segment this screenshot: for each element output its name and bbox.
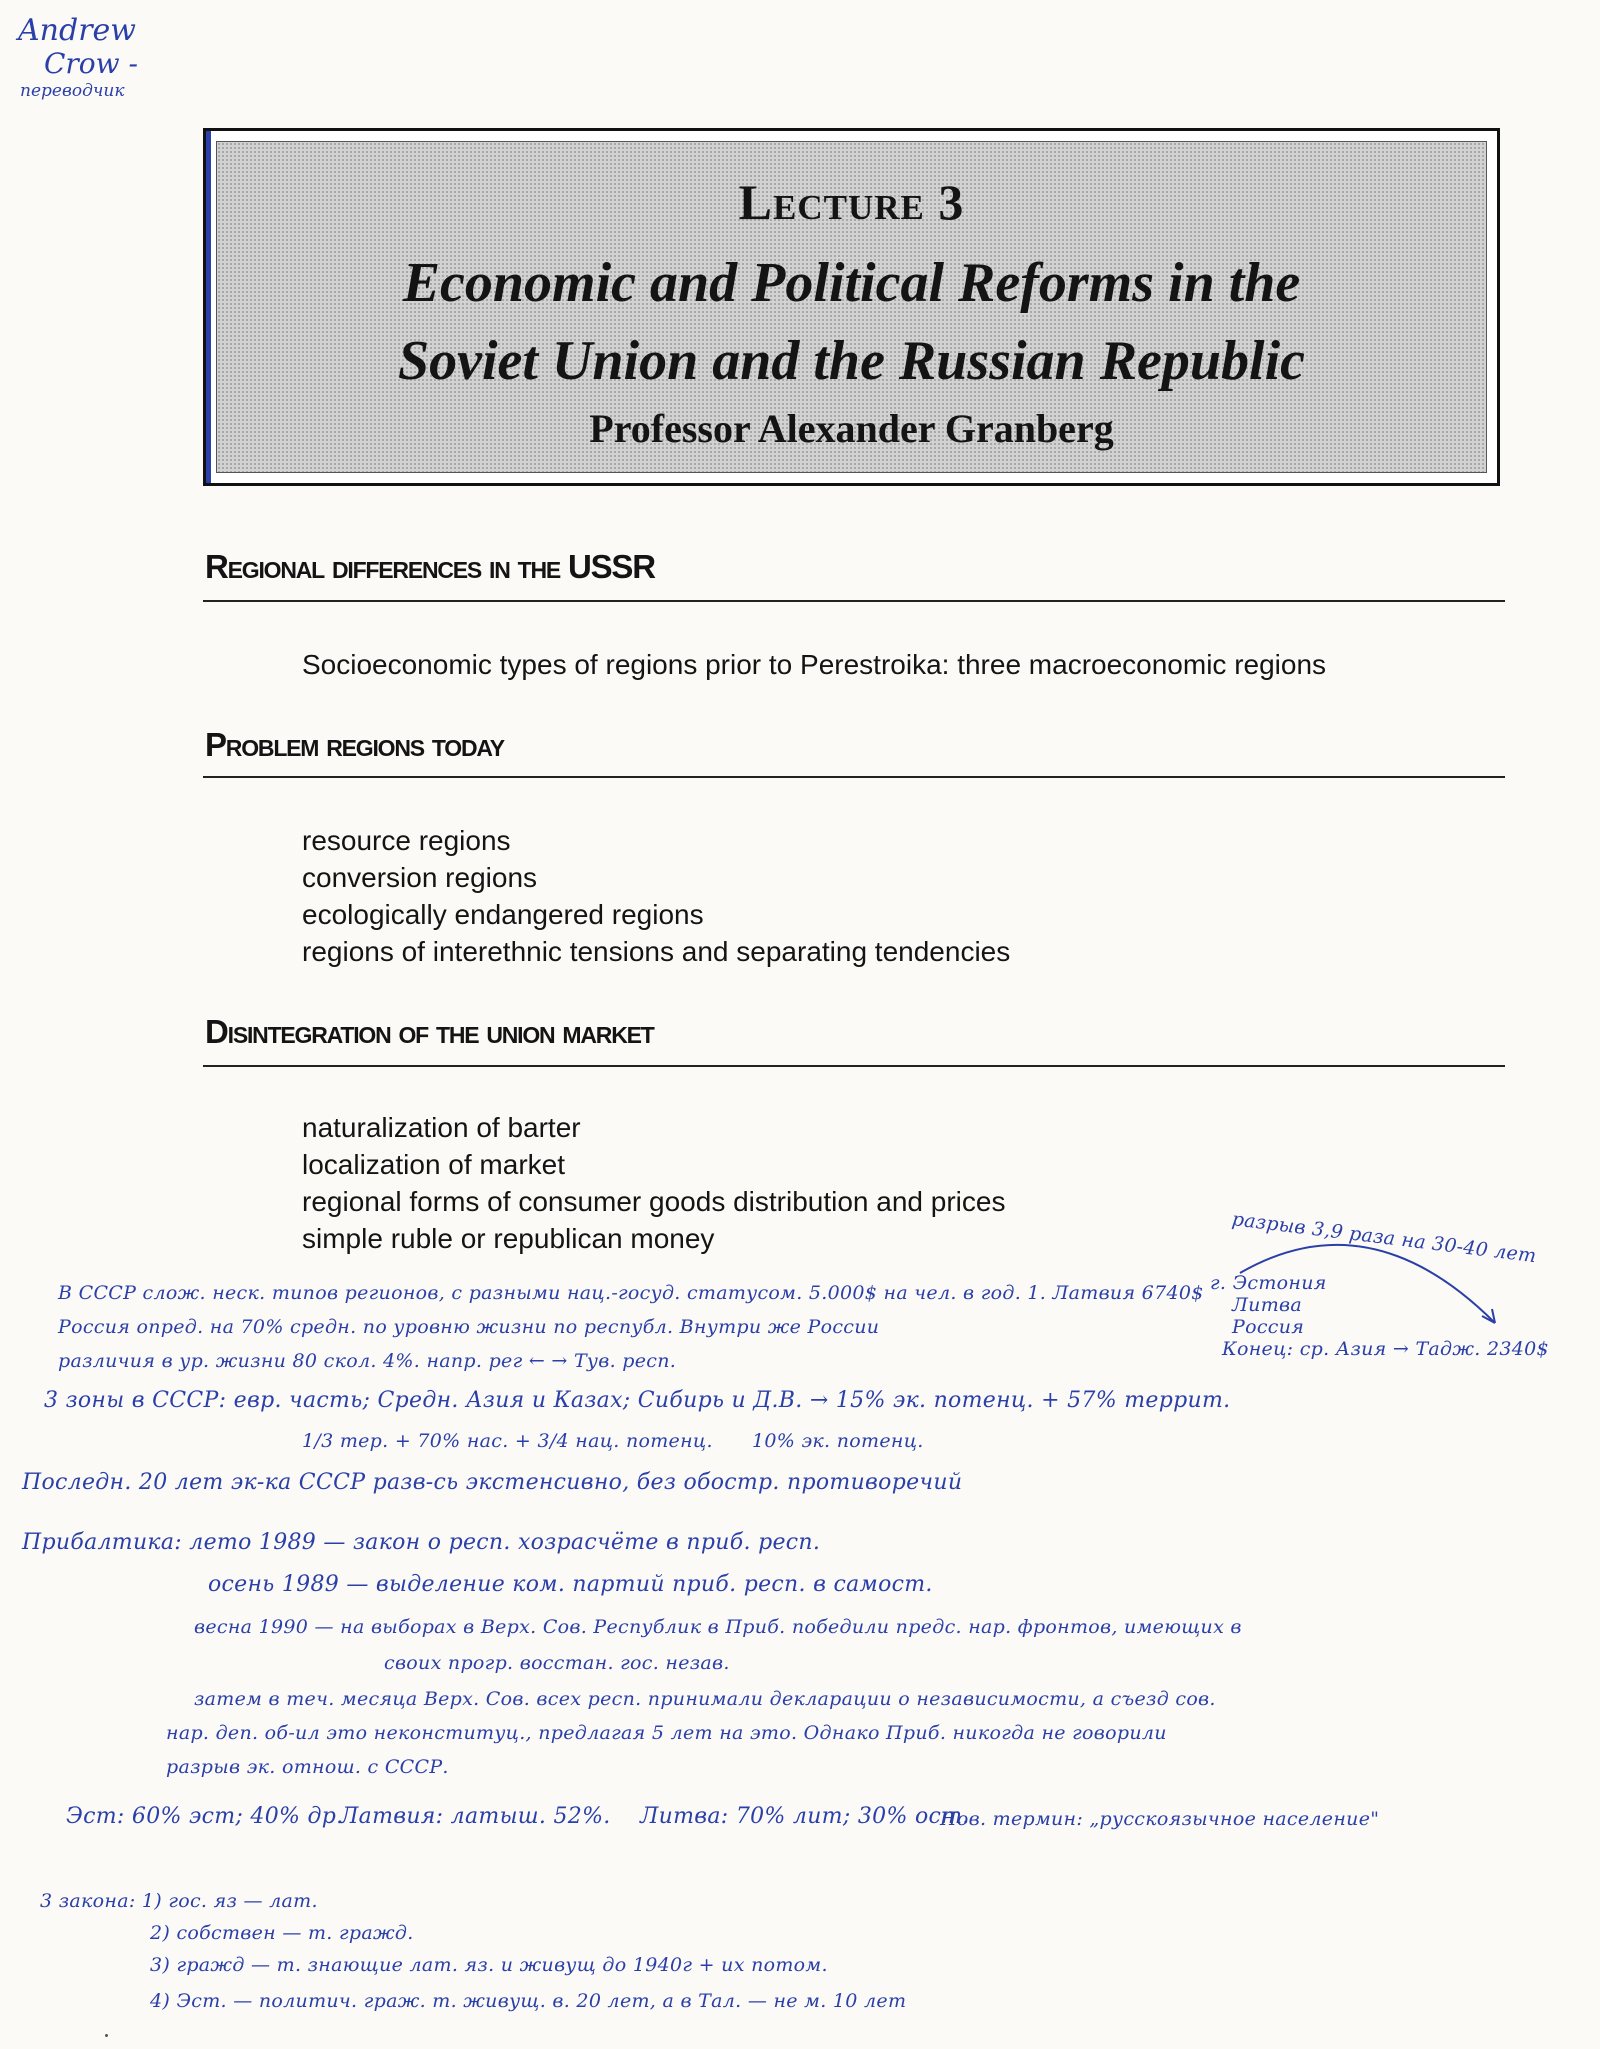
handwritten-line: весна 1990 — на выборах в Верх. Сов. Республик в Приб. победили предс. нар. фронтов, имеющих в — [194, 1616, 1242, 1638]
section-heading: Problem regions today — [205, 726, 504, 763]
handwritten-line: Прибалтика: лето 1989 — закон о респ. хозрасчёте в приб. респ. — [22, 1530, 821, 1555]
handwritten-line: 4) Эст. — политич. граж. т. живущ. в. 20 лет, а в Тал. — не м. 10 лет — [150, 1990, 907, 2012]
list-item: conversion regions — [302, 862, 538, 893]
section-divider — [203, 776, 1505, 778]
section-text: Socioeconomic types of regions prior to Perestroika: three macroeconomic regions — [302, 649, 1327, 680]
title-box-shaded-panel — [216, 141, 1487, 473]
list-item: naturalization of barter — [302, 1112, 581, 1143]
section-divider — [203, 1065, 1505, 1067]
lecture-title-line: Economic and Political Reforms in the — [402, 252, 1301, 314]
side-note: Конец: ср. Азия → Тадж. 2340$ — [1222, 1338, 1549, 1360]
handwritten-line: 3 закона: 1) гос. яз — лат. — [40, 1890, 318, 1912]
lecture-title — [217, 244, 1486, 400]
side-note: Литва — [1232, 1294, 1302, 1316]
section-heading: Disintegration of the union market — [205, 1013, 654, 1050]
handwritten-line: 1/3 тер. + 70% нас. + 3/4 нац. потенц. — [302, 1430, 713, 1452]
side-note: разрыв 3,9 раза на 30-40 лет — [1230, 1208, 1538, 1268]
handwritten-line: своих прогр. восстан. гос. незав. — [384, 1652, 730, 1674]
list-item: regions of interethnic tensions and separating tendencies — [302, 936, 1011, 967]
blue-pen-mark — [206, 131, 211, 483]
handwritten-corner-note — [18, 14, 168, 102]
note-line: переводчик — [20, 81, 125, 101]
list-item: resource regions — [302, 825, 511, 856]
handwritten-line: 3) гражд — т. знающие лат. яз. и живущ до 1940г + их потом. — [150, 1954, 828, 1976]
handwritten-line: различия в ур. жизни 80 скол. 4%. напр. рег ← → Тув. респ. — [58, 1350, 677, 1372]
handwritten-line: Эст: 60% эст; 40% др. — [66, 1804, 344, 1829]
section-divider — [203, 600, 1505, 602]
handwritten-line: 10% эк. потенц. — [752, 1430, 924, 1452]
handwritten-line: 2) собствен — т. гражд. — [150, 1922, 414, 1944]
list-item: localization of market — [302, 1149, 566, 1180]
lecture-author: Professor Alexander Granberg — [589, 406, 1114, 451]
list-item: ecologically endangered regions — [302, 899, 704, 930]
handwritten-line: Россия опред. на 70% средн. по уровню жизни по республ. Внутри же России — [58, 1316, 880, 1338]
section-heading: Regional differences in the USSR — [205, 548, 655, 585]
handwritten-line: разрыв эк. отнош. с СССР. — [166, 1756, 449, 1778]
side-note: Россия — [1232, 1316, 1305, 1338]
lecture-number: Lecture 3 — [738, 174, 965, 230]
lecture-title-line: Soviet Union and the Russian Republic — [397, 330, 1306, 392]
list-item: regional forms of consumer goods distribution and prices — [302, 1186, 1006, 1217]
handwritten-line: осень 1989 — выделение ком. партий приб. респ. в самост. — [208, 1572, 933, 1597]
scan-speck — [105, 2034, 108, 2037]
handwritten-line: затем в теч. месяца Верх. Сов. всех респ. принимали декларации о независимости, а съезд сов. — [194, 1688, 1216, 1710]
lecture-title-box — [203, 128, 1500, 486]
handwritten-line: Нов. термин: „русскоязычное население" — [940, 1808, 1380, 1830]
note-line: Andrew — [18, 13, 136, 48]
note-line: Crow - — [44, 47, 138, 80]
handwritten-line: Последн. 20 лет эк-ка СССР разв-сь экстенсивно, без обостр. противоречий — [22, 1470, 963, 1495]
handwritten-line: Латвия: латыш. 52%. — [340, 1804, 611, 1829]
handwritten-line: нар. деп. об-ил это неконституц., предлагая 5 лет на это. Однако Приб. никогда не говорили — [166, 1722, 1167, 1744]
problem-regions-list — [302, 822, 1502, 970]
handwritten-line: 3 зоны в СССР: евр. часть; Средн. Азия и Казах; Сибирь и Д.В. → 15% эк. потенц. + 57% террит. — [44, 1388, 1231, 1413]
handwritten-line: Литва: 70% лит; 30% ост. — [640, 1804, 970, 1829]
list-item: simple ruble or republican money — [302, 1223, 715, 1254]
handwritten-line: В СССР слож. неск. типов регионов, с разными нац.-госуд. статусом. 5.000$ на чел. в год. 1. Латвия 6740$ — [58, 1282, 1204, 1304]
side-note: г. Эстония — [1210, 1272, 1327, 1294]
